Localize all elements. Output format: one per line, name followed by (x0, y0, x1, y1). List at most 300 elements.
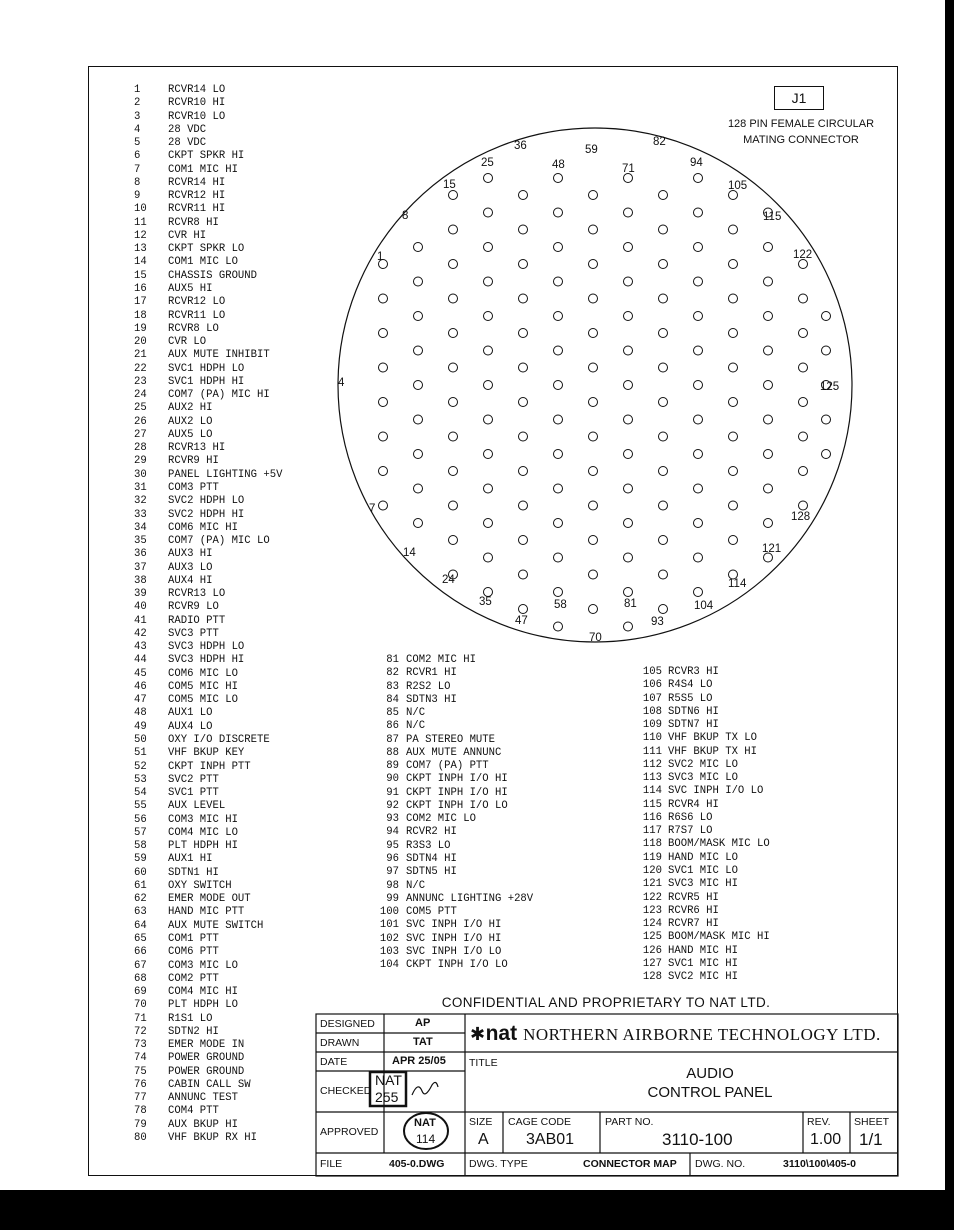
designed-value: AP (415, 1017, 431, 1029)
connector-description-line2: MATING CONNECTOR (743, 134, 859, 146)
pin-number: 26 (134, 415, 147, 428)
pin-signal: R2S2 LO (406, 680, 451, 693)
pin-signal: CKPT SPKR HI (168, 150, 245, 163)
pin-number: 124 (642, 918, 662, 931)
pin-signal: EMER MODE IN (168, 1039, 245, 1052)
pin-signal: OXY I/O DISCRETE (168, 734, 270, 747)
nat-logo-text: nat (485, 1022, 518, 1045)
pin-number: 12 (134, 229, 147, 242)
pin-signal: SDTN6 HI (668, 705, 719, 718)
pin-number: 102 (379, 932, 399, 945)
pin-signal: COM6 MIC HI (168, 521, 238, 534)
confidential-notice: CONFIDENTIAL AND PROPRIETARY TO NAT LTD. (441, 995, 771, 1010)
pin-signal: CKPT INPH I/O LO (406, 799, 508, 812)
pin-number: 10 (134, 203, 147, 216)
pin-number: 36 (134, 548, 147, 561)
pin-number: 32 (134, 495, 147, 508)
pin-signal: R4S4 LO (668, 679, 713, 692)
pin-number: 16 (134, 282, 147, 295)
pin-signal: SVC3 MIC HI (668, 878, 738, 891)
pin-signal: RCVR4 HI (668, 798, 719, 811)
pin-number: 95 (386, 839, 399, 852)
pin-number: 118 (642, 838, 662, 851)
pin-number-label: 24 (442, 574, 455, 586)
pin-signal: R7S7 LO (668, 825, 713, 838)
pin-number: 33 (134, 508, 147, 521)
pin-number: 23 (134, 375, 147, 388)
file-label: FILE (320, 1158, 343, 1170)
sheet-label: SHEET (854, 1116, 890, 1128)
date-label: DATE (320, 1056, 348, 1068)
pin-number: 2 (134, 97, 141, 110)
pin-number: 88 (386, 746, 399, 759)
pin-number: 17 (134, 296, 147, 309)
pin-signal: CVR HI (168, 229, 207, 242)
pin-number: 54 (134, 787, 147, 800)
pin-signal: SVC2 MIC LO (668, 758, 738, 771)
pin-signal: SVC3 MIC LO (668, 772, 738, 785)
pin-number-label: 115 (763, 211, 782, 223)
drawing-title-line1: AUDIO (686, 1065, 734, 1082)
pin-signal: COM4 MIC LO (168, 826, 238, 839)
pin-signal: SVC INPH I/O LO (668, 785, 764, 798)
pin-signal: SDTN7 HI (668, 719, 719, 732)
pin-signal: COM2 MIC HI (406, 654, 476, 666)
pin-number: 46 (134, 680, 147, 693)
pin-signal: PANEL LIGHTING +5V (168, 468, 283, 481)
pin-number: 85 (386, 707, 399, 720)
pin-number: 27 (134, 428, 147, 441)
pin-signal: SVC1 HDPH LO (168, 362, 245, 375)
drawing-title (560, 1064, 860, 1102)
pin-number: 75 (134, 1065, 147, 1078)
pin-number: 106 (642, 679, 662, 692)
part-no-value: 3110-100 (662, 1130, 733, 1149)
pin-signal: SDTN1 HI (168, 866, 219, 879)
pin-number: 61 (134, 879, 147, 892)
pin-number: 44 (134, 654, 147, 667)
approved-label: APPROVED (320, 1126, 379, 1138)
pin-number-label: 36 (514, 140, 527, 152)
pin-signal: N/C (406, 879, 426, 892)
pin-number-label: 121 (762, 543, 782, 555)
pin-signal: HAND MIC PTT (168, 906, 245, 919)
pin-number-label: 93 (651, 616, 664, 628)
connector-label: J1 (774, 86, 824, 110)
pin-signal: CHASSIS GROUND (168, 269, 258, 282)
pin-number: 1 (134, 84, 141, 96)
pin-signal: COM6 PTT (168, 946, 219, 959)
pin-number: 87 (386, 733, 399, 746)
pin-signal: PA STEREO MUTE (406, 733, 496, 746)
pin-signal: ANNUNC LIGHTING +28V (406, 892, 534, 905)
pin-number: 28 (134, 442, 147, 455)
size-value: A (478, 1131, 489, 1148)
pin-signal: R5S5 LO (668, 692, 713, 705)
pin-signal: AUX MUTE ANNUNC (406, 746, 502, 759)
pin-signal: AUX4 HI (168, 574, 213, 587)
pin-signal: COM5 PTT (406, 906, 457, 919)
pin-signal: AUX BKUP HI (168, 1118, 238, 1131)
pin-number-label: 47 (515, 615, 528, 627)
pin-signal: RCVR3 HI (668, 666, 719, 678)
pin-signal: COM3 MIC LO (168, 959, 238, 972)
pin-number: 4 (134, 123, 141, 136)
pin-signal: COM1 PTT (168, 933, 219, 945)
pin-signal: RCVR6 HI (668, 904, 719, 917)
pin-number: 96 (386, 852, 399, 865)
pin-number-label: 58 (554, 599, 567, 611)
pin-number: 93 (386, 813, 399, 826)
pin-signal: AUX3 HI (168, 548, 213, 561)
pin-number: 128 (642, 971, 662, 984)
pin-number: 20 (134, 336, 147, 349)
pin-signal: COM3 PTT (168, 481, 219, 494)
pin-number: 65 (134, 933, 147, 945)
pin-signal: COM5 MIC LO (168, 694, 238, 707)
pin-number: 115 (642, 798, 662, 811)
pin-signal: CKPT INPH PTT (168, 760, 251, 773)
pin-number-label: 122 (793, 249, 813, 261)
pin-number: 66 (134, 946, 147, 959)
pin-signal: POWER GROUND (168, 1052, 245, 1065)
pin-signal: PLT HDPH HI (168, 840, 238, 853)
pin-number: 111 (642, 745, 662, 758)
pin-signal: RCVR5 HI (668, 891, 719, 904)
pin-signal: SDTN2 HI (168, 1025, 219, 1038)
pin-number: 114 (642, 785, 662, 798)
pin-signal: COM4 MIC HI (168, 986, 238, 999)
pin-signal: CKPT INPH I/O LO (406, 959, 508, 972)
pin-number-label: 105 (728, 180, 748, 192)
pin-signal: BOOM/MASK MIC LO (668, 838, 770, 851)
pin-signal: R1S1 LO (168, 1012, 213, 1025)
pin-signal: RCVR14 LO (168, 84, 226, 96)
pin-number-label: 8 (402, 210, 409, 222)
dwg-type-label: DWG. TYPE (469, 1158, 528, 1170)
pin-number: 41 (134, 614, 147, 627)
drawn-value: TAT (413, 1036, 433, 1048)
pin-signal: COM1 MIC HI (168, 163, 238, 176)
pin-signal: HAND MIC HI (668, 944, 738, 957)
pin-number-label: 128 (791, 511, 811, 523)
pin-number: 103 (379, 945, 399, 958)
pin-number: 97 (386, 866, 399, 879)
pin-number: 67 (134, 959, 147, 972)
pin-signal: RCVR11 HI (168, 203, 226, 216)
pin-signal: RCVR12 HI (168, 190, 226, 203)
pin-signal: SVC INPH I/O LO (406, 945, 502, 958)
pin-signal: AUX1 LO (168, 707, 213, 720)
pin-number: 127 (642, 957, 662, 970)
pin-number: 122 (642, 891, 662, 904)
pin-signal: RCVR10 HI (168, 97, 226, 110)
pin-signal: COM1 MIC LO (168, 256, 238, 269)
pin-number-label: 71 (622, 163, 635, 175)
pin-number: 80 (134, 1131, 147, 1144)
pin-signal: SVC3 PTT (168, 627, 219, 640)
pin-number-label: 14 (403, 547, 416, 559)
pin-signal: R6S6 LO (668, 811, 713, 824)
pin-signal: SVC1 HDPH HI (168, 375, 245, 388)
pin-number: 9 (134, 190, 141, 203)
pin-number-label: 15 (443, 179, 456, 191)
date-value: APR 25/05 (392, 1055, 446, 1067)
pin-signal: COM7 (PA) MIC HI (168, 389, 270, 402)
pin-number: 78 (134, 1105, 147, 1118)
pin-number: 86 (386, 720, 399, 733)
pin-number: 48 (134, 707, 147, 720)
pin-number: 24 (134, 389, 147, 402)
pin-number: 107 (642, 692, 662, 705)
pin-number: 64 (134, 919, 147, 932)
pin-number: 92 (386, 799, 399, 812)
pin-number: 18 (134, 309, 147, 322)
pin-number: 56 (134, 813, 147, 826)
pin-number: 116 (642, 811, 662, 824)
pin-number-label: 125 (820, 381, 840, 393)
pin-signal: COM2 PTT (168, 972, 219, 985)
pin-number: 5 (134, 137, 141, 150)
pin-signal: COM4 PTT (168, 1105, 219, 1118)
pin-number-label: 25 (481, 157, 494, 169)
pin-signal: AUX3 LO (168, 561, 213, 574)
pin-signal: RCVR7 HI (668, 918, 719, 931)
pin-number: 125 (642, 931, 662, 944)
pin-signal: SDTN4 HI (406, 852, 457, 865)
pin-signal: AUX LEVEL (168, 800, 226, 813)
pin-signal: CVR LO (168, 336, 207, 349)
company-name (470, 1022, 881, 1046)
designed-label: DESIGNED (320, 1018, 375, 1030)
pin-number-label: 1 (377, 251, 384, 263)
sheet-value: 1/1 (859, 1130, 883, 1149)
pin-signal: EMER MODE OUT (168, 893, 251, 906)
pin-number: 11 (134, 216, 147, 229)
pin-number: 112 (642, 758, 662, 771)
pin-number: 19 (134, 322, 147, 335)
pin-number: 105 (642, 666, 662, 678)
pin-number: 77 (134, 1092, 147, 1105)
pin-number: 35 (134, 535, 147, 548)
rev-value: 1.00 (810, 1131, 842, 1148)
pin-signal: COM5 MIC HI (168, 680, 238, 693)
pin-number-label: 7 (369, 503, 376, 515)
pin-signal: AUX2 HI (168, 402, 213, 415)
checked-label: CHECKED (320, 1085, 372, 1097)
pin-number: 63 (134, 906, 147, 919)
pin-signal: COM7 (PA) PTT (406, 760, 489, 773)
pin-number: 110 (642, 732, 662, 745)
pin-number: 70 (134, 999, 147, 1012)
pin-number: 69 (134, 986, 147, 999)
pin-number: 13 (134, 243, 147, 256)
pin-signal: ANNUNC TEST (168, 1092, 238, 1105)
pin-signal: SVC2 PTT (168, 773, 219, 786)
pin-number: 42 (134, 627, 147, 640)
checked-stamp-top: NAT (375, 1072, 402, 1088)
pin-number: 55 (134, 800, 147, 813)
pin-number: 120 (642, 864, 662, 877)
pin-number: 14 (134, 256, 147, 269)
pin-number: 117 (642, 825, 662, 838)
pin-number: 22 (134, 362, 147, 375)
pin-number: 98 (386, 879, 399, 892)
pin-signal: RCVR2 HI (406, 826, 457, 839)
pin-signal: BOOM/MASK MIC HI (668, 931, 770, 944)
cage-code-value: 3AB01 (526, 1131, 575, 1148)
pin-signal: SVC3 HDPH HI (168, 654, 245, 667)
pin-signal: COM3 MIC HI (168, 813, 238, 826)
pin-signal: PLT HDPH LO (168, 999, 238, 1012)
pin-signal: CABIN CALL SW (168, 1078, 251, 1091)
pin-number: 79 (134, 1118, 147, 1131)
drawn-label: DRAWN (320, 1037, 360, 1049)
pin-number: 29 (134, 455, 147, 468)
pin-signal: RCVR9 HI (168, 455, 219, 468)
pin-number: 101 (379, 919, 399, 932)
pin-number: 21 (134, 349, 147, 362)
pin-number: 119 (642, 851, 662, 864)
pin-signal: SVC1 PTT (168, 787, 219, 800)
pin-number: 68 (134, 972, 147, 985)
pin-number: 76 (134, 1078, 147, 1091)
dwg-type-value: CONNECTOR MAP (583, 1158, 677, 1170)
pin-number-label: 70 (589, 632, 602, 644)
pin-signal: SVC1 MIC LO (668, 864, 738, 877)
pin-number: 25 (134, 402, 147, 415)
pin-number: 52 (134, 760, 147, 773)
pin-number: 30 (134, 468, 147, 481)
pin-signal: AUX MUTE SWITCH (168, 919, 264, 932)
pin-number: 90 (386, 773, 399, 786)
approved-stamp-top: NAT (414, 1117, 436, 1129)
company-name-text: NORTHERN AIRBORNE TECHNOLOGY LTD. (523, 1025, 881, 1044)
pin-number: 59 (134, 853, 147, 866)
checked-signature (412, 1082, 438, 1095)
pin-number: 45 (134, 667, 147, 680)
pin-number: 109 (642, 719, 662, 732)
pin-number: 37 (134, 561, 147, 574)
pin-number-label: 81 (624, 598, 637, 610)
pin-number: 49 (134, 720, 147, 733)
pin-signal: RCVR10 LO (168, 110, 226, 123)
pin-signal: RCVR1 HI (406, 667, 457, 680)
pin-number: 82 (386, 667, 399, 680)
page-bottom-bar (0, 1190, 954, 1230)
pin-signal: RCVR14 HI (168, 176, 226, 189)
approved-stamp-bottom: 114 (416, 1132, 436, 1146)
connector-description-line1: 128 PIN FEMALE CIRCULAR (727, 118, 875, 130)
pin-number: 34 (134, 521, 147, 534)
size-label: SIZE (469, 1116, 493, 1128)
pin-number: 99 (386, 892, 399, 905)
pin-number: 53 (134, 773, 147, 786)
pin-number-label: 4 (338, 377, 345, 389)
pin-number: 126 (642, 944, 662, 957)
pin-number: 51 (134, 747, 147, 760)
pin-number: 6 (134, 150, 141, 163)
pin-signal: N/C (406, 720, 426, 733)
pin-number: 74 (134, 1052, 147, 1065)
pin-signal: 28 VDC (168, 137, 207, 150)
pin-signal: SVC INPH I/O HI (406, 932, 502, 945)
pin-number: 39 (134, 588, 147, 601)
pin-number: 84 (386, 693, 399, 706)
pin-number-label: 94 (690, 157, 703, 169)
pin-number: 7 (134, 163, 141, 176)
pin-signal: HAND MIC LO (668, 851, 738, 864)
pin-signal: VHF BKUP RX HI (168, 1131, 258, 1144)
pin-signal: RCVR9 LO (168, 601, 219, 614)
pin-signal: SVC3 HDPH LO (168, 641, 245, 654)
pin-signal: AUX1 HI (168, 853, 213, 866)
pin-signal: AUX4 LO (168, 720, 213, 733)
cage-code-label: CAGE CODE (508, 1116, 572, 1128)
pin-number-label: 82 (653, 136, 666, 148)
pin-signal: POWER GROUND (168, 1065, 245, 1078)
pin-number: 3 (134, 110, 141, 123)
pin-signal: VHF BKUP TX HI (668, 745, 758, 758)
file-value: 405-0.DWG (389, 1158, 445, 1170)
pin-number-label: 114 (728, 578, 747, 590)
pin-signal: VHF BKUP TX LO (668, 732, 758, 745)
pin-signal: SVC INPH I/O HI (406, 919, 502, 932)
pin-signal: 28 VDC (168, 123, 207, 136)
pin-signal: R3S3 LO (406, 839, 451, 852)
pin-number: 47 (134, 694, 147, 707)
pin-number: 57 (134, 826, 147, 839)
pin-signal: SDTN3 HI (406, 693, 457, 706)
pin-signal: SDTN5 HI (406, 866, 457, 879)
pin-number: 83 (386, 680, 399, 693)
pin-signal: N/C (406, 707, 426, 720)
pin-number: 50 (134, 734, 147, 747)
title-label: TITLE (469, 1057, 498, 1069)
pin-signal: AUX2 LO (168, 415, 213, 428)
pin-signal: SVC2 MIC HI (668, 971, 738, 984)
pin-number: 8 (134, 176, 141, 189)
pin-number: 73 (134, 1039, 147, 1052)
pin-signal: COM7 (PA) MIC LO (168, 535, 270, 548)
pin-signal: RCVR8 LO (168, 322, 219, 335)
pin-number: 38 (134, 574, 147, 587)
pin-number: 94 (386, 826, 399, 839)
pin-signal: CKPT SPKR LO (168, 243, 245, 256)
pin-signal: RCVR8 HI (168, 216, 219, 229)
pin-number: 104 (379, 959, 399, 972)
drawing-title-line2: CONTROL PANEL (647, 1084, 773, 1101)
pin-number: 108 (642, 705, 662, 718)
pin-signal: AUX5 HI (168, 282, 213, 295)
pin-number: 15 (134, 269, 147, 282)
pin-signal: RCVR13 LO (168, 588, 226, 601)
dwg-no-value: 3110\100\405-0 (783, 1158, 856, 1170)
pin-number: 91 (386, 786, 399, 799)
pin-number: 71 (134, 1012, 147, 1025)
rev-label: REV. (807, 1116, 831, 1128)
pin-number: 43 (134, 641, 147, 654)
pin-signal: RCVR13 HI (168, 442, 226, 455)
dwg-no-label: DWG. NO. (695, 1158, 746, 1170)
pin-number-label: 104 (694, 600, 714, 612)
pin-number: 89 (386, 760, 399, 773)
pin-number: 81 (386, 654, 399, 666)
pin-signal: COM6 MIC LO (168, 667, 238, 680)
pin-signal: SVC2 HDPH HI (168, 508, 245, 521)
pin-number: 60 (134, 866, 147, 879)
pin-number: 113 (642, 772, 662, 785)
